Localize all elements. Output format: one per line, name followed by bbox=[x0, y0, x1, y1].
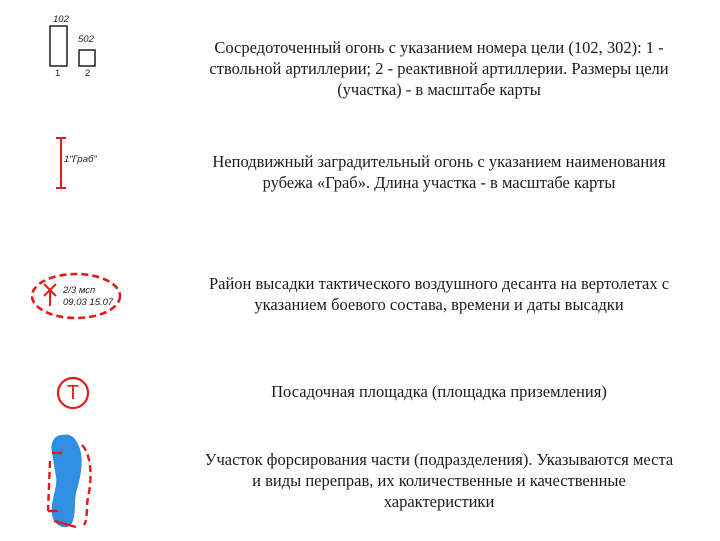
caption-1: 1 bbox=[55, 68, 61, 79]
crossing-section-icon bbox=[44, 431, 104, 541]
line-name-label: 1"Граб" bbox=[64, 154, 97, 165]
target-number-label-a: 102 bbox=[53, 14, 69, 25]
caption-2: 2 bbox=[85, 68, 91, 79]
landing-pad-symbol bbox=[56, 376, 92, 412]
row-concentrated-fire bbox=[0, 0, 720, 120]
target-number-label-b: 502 bbox=[78, 34, 94, 45]
description-river-crossing: Участок форсирования части (подразделения). Указываются места и виды переправ, их количественные и качественные характеристики bbox=[204, 450, 674, 511]
concentrated-fire-symbol bbox=[30, 12, 120, 82]
river-crossing-symbol bbox=[44, 431, 104, 541]
description-concentrated-fire: Сосредоточенный огонь с указанием номера цели (102, 302): 1 - ствольной артиллерии; 2 - реактивной артиллерии. Размеры цели (участка) - в масштабе карты bbox=[209, 38, 669, 99]
barrage-fire-symbol bbox=[50, 134, 130, 194]
combat-unit-label: 2/3 мсп bbox=[63, 285, 96, 296]
row-river-crossing bbox=[0, 425, 720, 540]
description-barrage-fire: Неподвижный заградительный огонь с указанием наименования рубежа «Граб». Длина участка - в масштабе карты bbox=[212, 152, 666, 192]
row-barrage-fire bbox=[0, 120, 720, 230]
target-boxes-icon bbox=[30, 12, 120, 82]
description-landing-pad: Посадочная площадка (площадка приземления) bbox=[271, 382, 607, 401]
row-landing-pad bbox=[0, 350, 720, 430]
landing-time-label: 09.03 15.07 bbox=[63, 297, 114, 308]
row-airborne-landing bbox=[0, 230, 720, 350]
description-airborne-landing: Район высадки тактического воздушного десанта на вертолетах с указанием боевого состава, времени и даты высадки bbox=[208, 274, 670, 314]
landing-pad-letter: Т bbox=[66, 382, 80, 404]
airborne-landing-symbol bbox=[30, 270, 130, 330]
